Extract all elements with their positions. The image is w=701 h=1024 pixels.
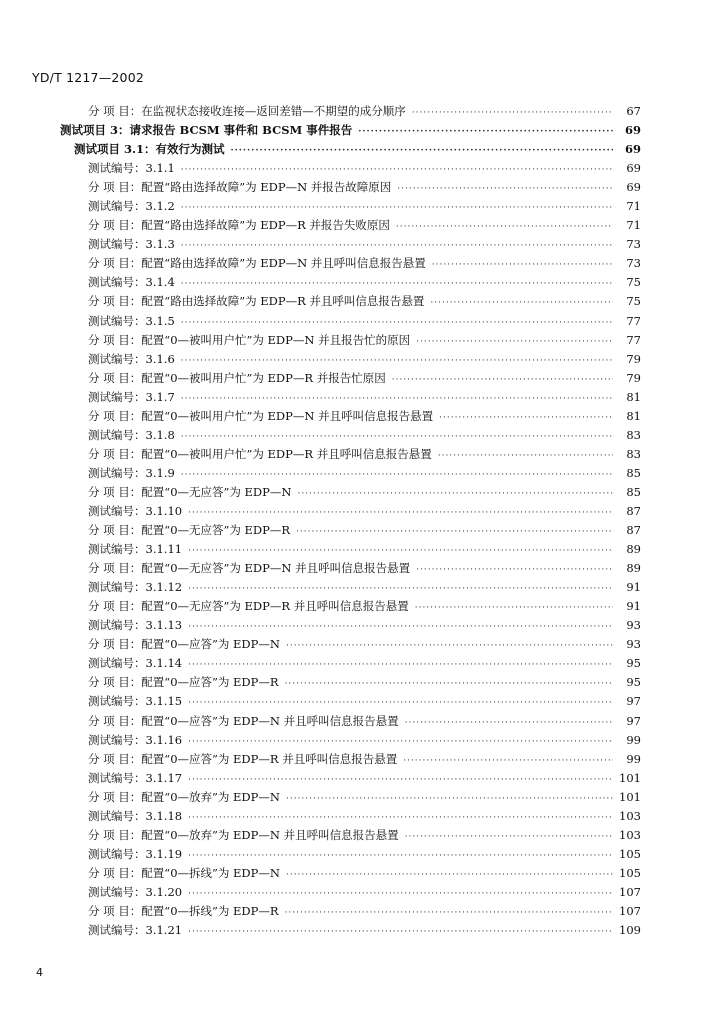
toc-entry-page: 95 (626, 656, 641, 671)
toc-entry[interactable] (0, 254, 701, 273)
toc-entry-page: 93 (626, 618, 641, 633)
toc-entry-title: 测试编号：3.1.6 (88, 351, 175, 366)
toc-entry-title: 测试编号：3.1.20 (88, 884, 183, 899)
toc-entry[interactable] (0, 292, 701, 311)
toc-entry-page: 83 (626, 446, 641, 461)
toc-entry-page: 79 (626, 351, 641, 366)
toc-entry-title: 分 项 目：配置“路由选择故障”为 EDP—R 并且呼叫信息报告悬置 (88, 294, 425, 309)
toc-entry[interactable] (0, 578, 701, 597)
toc-entry-title: 测试编号：3.1.10 (88, 503, 183, 518)
toc-entry-title: 分 项 目：配置“0—应答”为 EDP—R (88, 675, 279, 690)
toc-entry[interactable] (0, 140, 701, 159)
toc-entry-page: 95 (626, 675, 641, 690)
toc-entry[interactable] (0, 521, 701, 540)
toc-entry-page: 103 (619, 808, 641, 823)
toc-entry-page: 97 (626, 713, 641, 728)
toc-entry[interactable] (0, 331, 701, 350)
toc-entry-title: 测试编号：3.1.21 (88, 923, 183, 938)
toc-entry-title: 测试编号：3.1.1 (88, 161, 175, 176)
toc-entry-page: 75 (626, 294, 641, 309)
toc-entry-title: 测试编号：3.1.17 (88, 770, 183, 785)
toc-leader-dots (188, 923, 613, 942)
toc-entry[interactable] (0, 673, 701, 692)
toc-entry-page: 101 (619, 789, 641, 804)
toc-entry-page: 105 (619, 865, 641, 880)
toc-entry[interactable] (0, 654, 701, 673)
toc-entry-page: 101 (619, 770, 641, 785)
toc-entry-title: 测试编号：3.1.13 (88, 618, 183, 633)
toc-entry-page: 89 (626, 561, 641, 576)
toc-entry-title: 分 项 目：配置“0—被叫用户忙”为 EDP—N 并且报告忙的原因 (88, 332, 411, 347)
toc-entry-title: 分 项 目：配置“路由选择故障”为 EDP—N 并报告故障原因 (88, 180, 392, 195)
document-id-header: YD/T 1217—2002 (32, 70, 145, 85)
toc-entry-title: 测试编号：3.1.19 (88, 846, 183, 861)
toc-entry-page: 103 (619, 827, 641, 842)
toc-entry-title: 分 项 目：配置“0—被叫用户忙”为 EDP—R 并且呼叫信息报告悬置 (88, 446, 432, 461)
toc-entry-page: 89 (626, 542, 641, 557)
toc-entry[interactable] (0, 369, 701, 388)
toc-entry-page: 81 (626, 389, 641, 404)
toc-entry-title: 测试编号：3.1.9 (88, 465, 175, 480)
toc-entry[interactable] (0, 159, 701, 178)
toc-entry-title: 分 项 目：配置“0—拆线”为 EDP—R (88, 903, 279, 918)
toc-entry[interactable] (0, 769, 701, 788)
toc-entry-title: 分 项 目：在监视状态接收连接—返回差错—不期望的成分顺序 (88, 104, 406, 118)
toc-entry-title: 测试编号：3.1.15 (88, 694, 183, 709)
toc-entry[interactable] (0, 807, 701, 826)
toc-entry-page: 87 (626, 503, 641, 518)
toc-entry[interactable] (0, 788, 701, 807)
toc-entry[interactable] (0, 712, 701, 731)
toc-entry-title: 分 项 目：配置“0—无应答”为 EDP—N 并且呼叫信息报告悬置 (88, 561, 411, 576)
toc-entry[interactable] (0, 121, 701, 140)
toc-entry-page: 93 (626, 637, 641, 652)
toc-entry[interactable] (0, 616, 701, 635)
toc-entry[interactable] (0, 883, 701, 902)
toc-entry-title: 测试编号：3.1.5 (88, 313, 175, 328)
toc-entry-page: 91 (626, 580, 641, 595)
toc-entry-page: 91 (626, 599, 641, 614)
toc-entry[interactable] (0, 502, 701, 521)
toc-entry[interactable] (0, 731, 701, 750)
toc-entry-title: 测试编号：3.1.16 (88, 732, 183, 747)
toc-entry-title: 测试编号：3.1.11 (88, 542, 183, 557)
toc-entry[interactable] (0, 826, 701, 845)
toc-entry-page: 87 (626, 523, 641, 538)
toc-entry[interactable] (0, 235, 701, 254)
toc-entry-title: 分 项 目：配置“0—被叫用户忙”为 EDP—N 并且呼叫信息报告悬置 (88, 408, 434, 423)
toc-entry-page: 69 (626, 161, 641, 176)
toc-entry[interactable] (0, 845, 701, 864)
toc-entry-title: 分 项 目：配置“0—被叫用户忙”为 EDP—R 并报告忙原因 (88, 370, 386, 385)
toc-entry[interactable] (0, 864, 701, 883)
toc-entry-title: 分 项 目：配置“0—应答”为 EDP—R 并且呼叫信息报告悬置 (88, 751, 398, 766)
toc-entry-page: 105 (619, 846, 641, 861)
toc-entry-title: 分 项 目：配置“0—无应答”为 EDP—N (88, 484, 292, 499)
toc-entry[interactable] (0, 273, 701, 292)
toc-entry-title: 分 项 目：配置“0—放弃”为 EDP—N (88, 789, 280, 804)
toc-entry-page: 69 (624, 142, 641, 157)
toc-entry-title: 分 项 目：配置“0—应答”为 EDP—N 并且呼叫信息报告悬置 (88, 713, 399, 728)
table-of-contents (0, 102, 701, 940)
toc-entry[interactable] (0, 197, 701, 216)
toc-entry-page: 67 (626, 104, 641, 118)
toc-entry-title: 测试项目 3.1：有效行为测试 (74, 142, 225, 157)
toc-entry-page: 107 (619, 884, 641, 899)
toc-entry[interactable] (0, 312, 701, 331)
toc-entry[interactable] (0, 178, 701, 197)
toc-entry[interactable] (0, 635, 701, 654)
toc-entry-page: 107 (619, 903, 641, 918)
toc-entry[interactable] (0, 216, 701, 235)
toc-entry[interactable] (0, 750, 701, 769)
toc-entry-page: 83 (626, 427, 641, 442)
toc-entry-title: 测试编号：3.1.14 (88, 656, 183, 671)
toc-entry-title: 分 项 目：配置“0—无应答”为 EDP—R 并且呼叫信息报告悬置 (88, 599, 409, 614)
toc-entry-page: 81 (626, 408, 641, 423)
toc-entry-page: 77 (626, 313, 641, 328)
toc-entry-title: 分 项 目：配置“0—应答”为 EDP—N (88, 637, 280, 652)
toc-entry-page: 99 (626, 732, 641, 747)
toc-entry[interactable] (0, 483, 701, 502)
toc-entry[interactable] (0, 445, 701, 464)
toc-entry-page: 69 (626, 180, 641, 195)
toc-entry-title: 分 项 目：配置“0—拆线”为 EDP—N (88, 865, 280, 880)
toc-entry[interactable] (0, 921, 701, 940)
toc-entry-title: 分 项 目：配置“路由选择故障”为 EDP—R 并报告失败原因 (88, 218, 390, 233)
toc-entry-title: 测试项目 3：请求报告 BCSM 事件和 BCSM 事件报告 (60, 123, 353, 138)
toc-entry-page: 85 (626, 484, 641, 499)
toc-entry-title: 测试编号：3.1.2 (88, 199, 175, 214)
toc-entry[interactable] (0, 692, 701, 711)
toc-entry[interactable] (0, 902, 701, 921)
toc-entry[interactable] (0, 388, 701, 407)
toc-entry-page: 97 (626, 694, 641, 709)
toc-entry-title: 测试编号：3.1.7 (88, 389, 175, 404)
toc-entry-page: 99 (626, 751, 641, 766)
toc-entry-page: 109 (619, 923, 641, 938)
toc-entry-title: 分 项 目：配置“0—放弃”为 EDP—N 并且呼叫信息报告悬置 (88, 827, 399, 842)
toc-entry-title: 测试编号：3.1.3 (88, 237, 175, 252)
toc-entry[interactable] (0, 559, 701, 578)
toc-entry-page: 77 (626, 332, 641, 347)
toc-entry-page: 79 (626, 370, 641, 385)
toc-entry[interactable] (0, 102, 701, 121)
toc-entry[interactable] (0, 464, 701, 483)
page-number: 4 (36, 966, 43, 979)
toc-entry-title: 测试编号：3.1.18 (88, 808, 183, 823)
toc-entry-title: 测试编号：3.1.12 (88, 580, 183, 595)
toc-entry[interactable] (0, 407, 701, 426)
toc-entry-title: 测试编号：3.1.8 (88, 427, 175, 442)
toc-entry-page: 73 (626, 256, 641, 271)
toc-entry-title: 分 项 目：配置“路由选择故障”为 EDP—N 并且呼叫信息报告悬置 (88, 256, 426, 271)
toc-entry-title: 测试编号：3.1.4 (88, 275, 175, 290)
toc-entry-title: 分 项 目：配置“0—无应答”为 EDP—R (88, 523, 291, 538)
toc-entry[interactable] (0, 426, 701, 445)
toc-entry-page: 69 (624, 123, 641, 138)
toc-entry-page: 75 (626, 275, 641, 290)
toc-entry-page: 73 (626, 237, 641, 252)
toc-entry[interactable] (0, 350, 701, 369)
toc-entry-page: 71 (626, 218, 641, 233)
toc-entry[interactable] (0, 597, 701, 616)
toc-entry-page: 85 (626, 465, 641, 480)
toc-entry[interactable] (0, 540, 701, 559)
toc-entry-page: 71 (626, 199, 641, 214)
